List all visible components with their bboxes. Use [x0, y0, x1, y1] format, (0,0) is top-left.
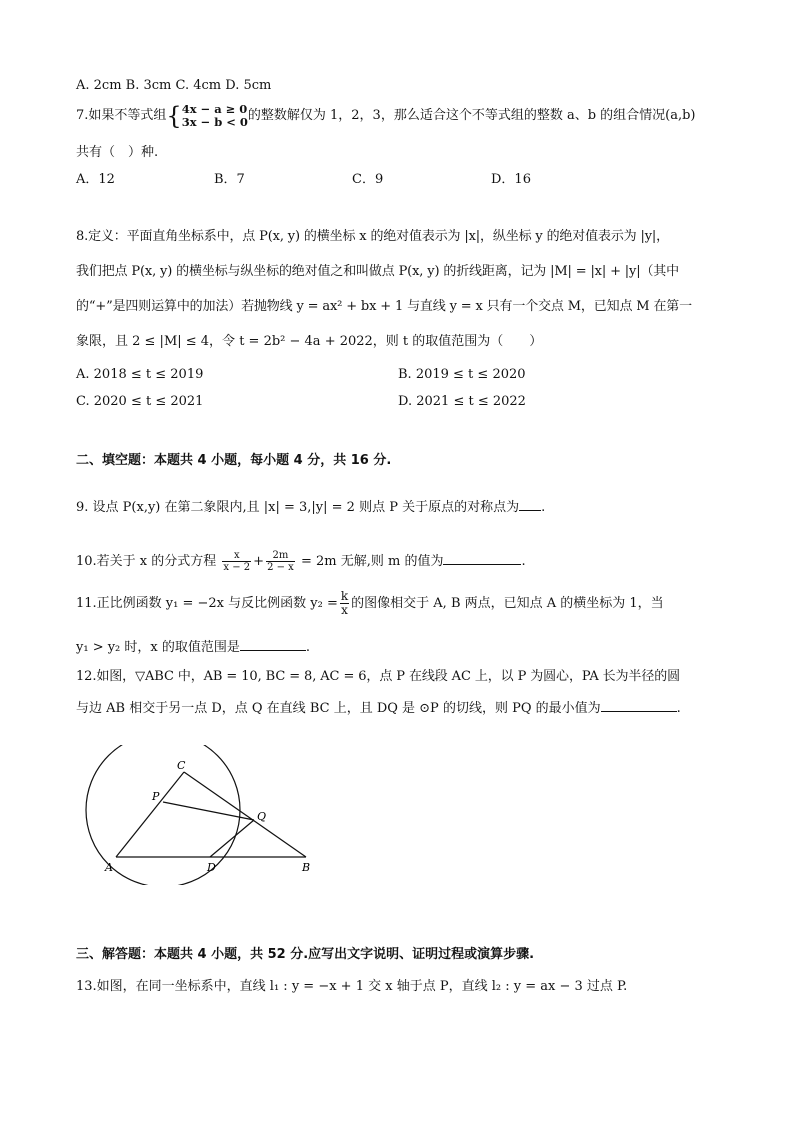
q11-frac-num: k	[340, 589, 349, 603]
q11-line2-text: y₁ > y₂ 时，x 的取值范围是	[76, 640, 240, 655]
label-q: Q	[257, 810, 267, 823]
label-b: B	[302, 861, 311, 874]
q8-line3: 的“+”是四则运算中的加法）若抛物线 y = ax² + bx + 1 与直线 y = x 只有一个交点 M，已知点 M 在第一	[76, 299, 693, 314]
q7-ineq-1: 4x − a ≥ 0	[181, 101, 248, 116]
q12-end: .	[676, 701, 681, 716]
q10-prefix: 10.若关于 x 的分式方程	[76, 554, 217, 569]
q7-line1	[76, 101, 696, 131]
q11-suffix: 的图像相交于 A, B 两点，已知点 A 的横坐标为 1，当	[351, 596, 664, 611]
q10-answer-blank	[443, 550, 521, 565]
q7-suffix: 的整数解仅为 1，2，3，那么适合这个不等式组的整数 a、b 的组合情况(a,b)	[247, 108, 696, 123]
q10-frac2-num: 2m	[266, 550, 295, 562]
section-3-heading: 三、解答题：本题共 4 小题，共 52 分.应写出文字说明、证明过程或演算步骤.	[76, 947, 535, 962]
q8-option-a: A. 2018 ≤ t ≤ 2019	[76, 367, 204, 382]
q10-frac1-num: x	[222, 550, 251, 562]
q10-plus: +	[253, 554, 265, 569]
q11-frac-den: x	[341, 603, 348, 617]
q11-fraction	[340, 590, 349, 617]
q10-suffix: = 2m 无解,则 m 的值为	[300, 554, 444, 569]
q8-option-d: D. 2021 ≤ t ≤ 2022	[398, 394, 526, 409]
q12-answer-blank	[601, 697, 677, 712]
q10-fraction-2	[266, 550, 295, 573]
q11-answer-blank	[240, 636, 306, 651]
q8-line1: 8.定义：平面直角坐标系中，点 P(x, y) 的横坐标 x 的绝对值表示为 |x|，纵坐标 y 的绝对值表示为 |y|，	[76, 229, 670, 244]
q10-frac1-den: x − 2	[223, 562, 251, 573]
q10-end: .	[521, 554, 526, 569]
q11-end: .	[305, 640, 311, 655]
q9-end: .	[541, 500, 546, 515]
q6-options: A. 2cm B. 3cm C. 4cm D. 5cm	[76, 78, 272, 93]
q7-system	[182, 103, 248, 129]
brace-icon: {	[166, 101, 182, 130]
segment-dq	[210, 820, 254, 857]
q9-text: 9. 设点 P(x,y) 在第二象限内,且 |x| = 3,|y| = 2 则点 P 关于原点的对称点为	[76, 500, 520, 515]
q8-line2: 我们把点 P(x, y) 的横坐标与纵坐标的绝对值之和叫做点 P(x, y) 的折线距离，记为 |M| = |x| + |y|（其中	[76, 264, 680, 279]
q7-option-a: A．12	[76, 172, 115, 187]
label-c: C	[177, 759, 186, 772]
q10-frac2-den: 2 − x	[267, 562, 294, 573]
q12-line2	[76, 697, 681, 718]
q9-answer-blank	[519, 496, 541, 511]
q13-line: 13.如图，在同一坐标系中，直线 l₁ : y = −x + 1 交 x 轴于点 P，直线 l₂ : y = ax − 3 过点 P.	[76, 979, 628, 994]
q11-prefix: 11.正比例函数 y₁ = −2x 与反比例函数 y₂ =	[76, 596, 338, 611]
q8-option-c: C. 2020 ≤ t ≤ 2021	[76, 394, 204, 409]
q8-option-b: B. 2019 ≤ t ≤ 2020	[398, 367, 526, 382]
q9-line	[76, 496, 545, 517]
q10-line	[76, 548, 526, 576]
q7-line2: 共有（ ）种.	[76, 145, 159, 160]
q7-prefix: 7.如果不等式组	[76, 108, 167, 123]
q12-geometry-figure	[80, 745, 330, 885]
label-a: A	[105, 861, 113, 874]
label-p: P	[152, 790, 160, 803]
label-d: D	[207, 861, 216, 874]
q7-option-c: C．9	[352, 172, 384, 187]
q7-ineq-2: 3x − b < 0	[181, 114, 248, 129]
q11-line2	[76, 636, 310, 657]
q11-line1	[76, 588, 664, 620]
q7-option-d: D．16	[491, 172, 531, 187]
q7-option-b: B．7	[214, 172, 245, 187]
segment-ac	[116, 772, 184, 857]
q12-line2-text: 与边 AB 相交于另一点 D，点 Q 在直线 BC 上，且 DQ 是 ⊙P 的切线，则 PQ 的最小值为	[76, 701, 601, 716]
segment-cb	[184, 772, 306, 857]
q12-line1: 12.如图，▽ABC 中，AB = 10, BC = 8, AC = 6，点 P 在线段 AC 上，以 P 为圆心，PA 长为半径的圆	[76, 669, 681, 684]
q10-fraction-1	[222, 550, 251, 573]
section-2-heading: 二、填空题：本题共 4 小题，每小题 4 分，共 16 分.	[76, 453, 392, 468]
q8-line4: 象限，且 2 ≤ |M| ≤ 4，令 t = 2b² − 4a + 2022，则 t 的取值范围为（ ）	[76, 334, 543, 349]
